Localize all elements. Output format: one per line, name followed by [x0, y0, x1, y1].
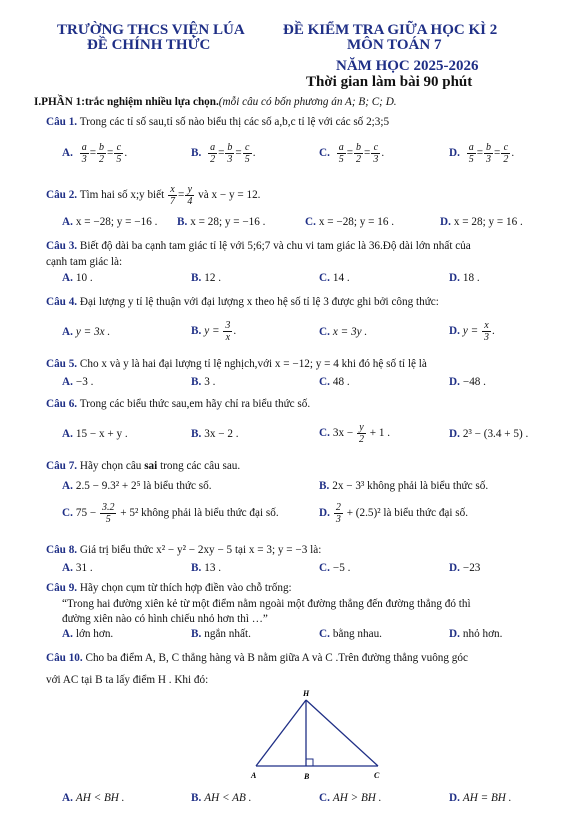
numerator: c [371, 142, 380, 154]
q7-option-a[interactable]: A. 2.5 − 9.3² + 2⁵ là biểu thức số. [62, 480, 212, 492]
denominator: 5 [244, 154, 250, 165]
option-text: nhỏ hơn. [462, 628, 503, 640]
denominator: 3 [484, 332, 489, 343]
q7-option-b[interactable]: B. 2x − 3³ không phải là biểu thức số. [319, 480, 489, 492]
q9-option-a[interactable]: A. lớn hơn. [62, 628, 114, 640]
q6-option-c[interactable]: C. 3x − $\frac{y}{2}$ + 1 . [319, 422, 391, 445]
option-text: x = 28; y = −16 . [190, 216, 266, 228]
question-1 [46, 116, 389, 128]
fraction [357, 422, 366, 445]
fraction [185, 184, 194, 207]
q8-option-b[interactable]: B. 13 . [191, 562, 222, 574]
q9-option-d[interactable]: D. nhỏ hơn. [449, 628, 503, 640]
q1-option-b[interactable]: B. $\frac{a}{2}$ = $\frac{b}{3}$ = $\frac{c}{5}$ . [191, 142, 256, 165]
q8-option-d[interactable]: D. −23 [449, 562, 481, 574]
numerator: a [468, 142, 474, 153]
option-text: bằng nhau. [332, 628, 382, 640]
option-text: 10 . [75, 272, 93, 284]
q8-option-a[interactable]: A. 31 . [62, 562, 93, 574]
question-label: Câu 6. [46, 398, 78, 410]
question-text: Hãy chọn câu [79, 460, 142, 472]
fraction [208, 142, 217, 165]
option-text: 48 . [332, 376, 350, 388]
numerator: c [501, 142, 510, 154]
q2-option-b[interactable]: B. x = 28; y = −16 . [177, 216, 266, 228]
q5-option-b[interactable]: B. 3 . [191, 376, 216, 388]
question-2: Câu 2. Tìm hai số x;y biết $\frac{x}{7}$ = $\frac{y}{4}$ và x − y = 12. [46, 184, 261, 207]
denominator: 7 [170, 196, 176, 207]
option-key: B. [191, 147, 202, 160]
right-angle-mark [306, 759, 313, 766]
q2-option-a[interactable]: A. x = −28; y = −16 . [62, 216, 158, 228]
point-a-label: A [251, 771, 257, 780]
denominator: 3 [81, 154, 87, 165]
q3-option-b[interactable]: B. 12 . [191, 272, 222, 284]
numerator: a [338, 142, 344, 153]
q4-option-c[interactable]: C. x = 3y . [319, 326, 368, 338]
q7-option-d[interactable]: D. $\frac{2}{3}$ + (2.5)² là biểu thức đại số. [319, 502, 469, 525]
question-text: Tìm hai số x;y biết [79, 189, 165, 202]
q1-option-c[interactable]: C. $\frac{a}{5}$ = $\frac{b}{2}$ = $\frac{c}{3}$ . [319, 142, 385, 165]
question-label: Câu 7. [46, 460, 78, 472]
question-text: trong các câu sau. [160, 460, 241, 472]
question-label: Câu 1. [46, 116, 78, 128]
option-key: C. [319, 147, 330, 160]
option-text: 2³ − (3.4 + 5) . [462, 428, 529, 440]
q9-option-b[interactable]: B. ngắn nhất. [191, 628, 251, 640]
question-text-cont: cạnh tam giác là: [46, 256, 123, 268]
question-10 [46, 652, 468, 664]
q1-option-a[interactable]: A. $\frac{a}{3}$ = $\frac{b}{2}$ = $\frac{c}{5}$ . [62, 142, 128, 165]
segment-ah [256, 700, 306, 766]
question-label: Câu 2. [46, 189, 78, 202]
denominator: 3 [373, 154, 379, 165]
fraction [334, 502, 343, 525]
q4-option-a[interactable]: A. y = 3x . [62, 326, 111, 338]
fraction [243, 142, 252, 165]
question-text: Đại lượng y tỉ lệ thuận với đại lượng x theo hệ số tỉ lệ 3 được ghi bởi công thức: [79, 296, 439, 308]
option-text: + (2.5)² là biểu thức đại số. [346, 507, 469, 520]
fraction [100, 502, 117, 525]
school-name: TRƯỜNG THCS VIỆN LÚA [57, 22, 245, 38]
question-quote: “Trong hai đường xiên kẻ từ một điểm nằm ngoài một đường thẳng đến đường thẳng đó thì [62, 598, 471, 610]
option-text: −5 . [332, 562, 351, 574]
option-text: −48 . [462, 376, 486, 388]
official-label: ĐỀ CHÍNH THỨC [87, 37, 211, 53]
fraction [223, 320, 232, 343]
option-text: 13 . [204, 562, 222, 574]
q8-option-c[interactable]: C. −5 . [319, 562, 351, 574]
question-text: Hãy chọn cụm từ thích hợp điền vào chỗ trống: [79, 582, 292, 594]
option-text: y = 3x . [75, 326, 111, 338]
q5-option-c[interactable]: C. 48 . [319, 376, 350, 388]
question-text: Cho ba điểm A, B, C thẳng hàng và B nằm giữa A và C .Trên đường thẳng vuông góc [85, 652, 468, 664]
numerator: c [114, 142, 123, 154]
option-key: D. [449, 147, 460, 160]
option-text: 3x − 2 . [204, 428, 239, 440]
q9-option-c[interactable]: C. bằng nhau. [319, 628, 382, 640]
numerator: a [81, 142, 87, 153]
question-text-cont: với AC tại B ta lấy điểm H . Khi đó: [46, 674, 209, 686]
question-8 [46, 544, 321, 556]
fraction [168, 184, 177, 207]
question-text: Trong các tỉ số sau,tỉ số nào biểu thị các số a,b,c tỉ lệ với các số 2;3;5 [79, 116, 390, 128]
numerator: b [227, 142, 233, 153]
denominator: 2 [99, 154, 104, 165]
option-text: x = −28; y = 16 . [318, 216, 395, 228]
option-text: 31 . [75, 562, 93, 574]
option-text: lớn hơn. [75, 628, 114, 640]
fraction [337, 142, 346, 165]
denominator: 5 [116, 154, 122, 165]
part1-note: (mỗi câu có bốn phương án A; B; C; D. [218, 96, 397, 108]
segment-hc [306, 700, 378, 766]
question-label: Câu 4. [46, 296, 78, 308]
denominator: 3 [335, 514, 341, 525]
duration: Thời gian làm bài 90 phút [306, 74, 473, 90]
point-h-label: H [303, 689, 310, 698]
denominator: 5 [105, 514, 111, 525]
fraction [501, 142, 510, 165]
question-text: và x − y = 12. [198, 189, 261, 202]
question-label: Câu 8. [46, 544, 78, 556]
numerator: 2 [335, 502, 341, 513]
question-text: Cho x và y là hai đại lượng tỉ lệ nghịch,với x = −12; y = 4 khi đó hệ số tỉ lệ là [79, 358, 427, 370]
part1-title: I.PHẦN 1:trắc nghiệm nhiều lựa chọn. [34, 96, 219, 108]
q1-option-d[interactable]: D. $\frac{a}{5}$ = $\frac{b}{3}$ = $\frac{c}{2}$ . [449, 142, 515, 165]
fraction [484, 142, 493, 165]
question-text: Giá trị biểu thức x² − y² − 2xy − 5 tại x = 3; y = −3 là: [79, 544, 322, 556]
q10-option-a[interactable]: A. AH < BH . [62, 792, 125, 804]
exam-title: ĐỀ KIỂM TRA GIỮA HỌC KÌ 2 [283, 22, 498, 38]
q10-option-c[interactable]: C. AH > BH . [319, 792, 382, 804]
numerator: 3 [225, 320, 231, 331]
numerator: b [356, 142, 361, 153]
fraction [97, 142, 106, 165]
q4-option-b[interactable]: B. y = $\frac{3}{x}$ . [191, 320, 237, 343]
denominator: 2 [210, 154, 216, 165]
question-6 [46, 398, 310, 410]
denominator: 2 [356, 154, 361, 165]
question-text: Biết độ dài ba cạnh tam giác tỉ lệ với 5;6;7 và chu vi tam giác là 36.Độ dài lớn nhất của [79, 240, 471, 252]
fraction [354, 142, 363, 165]
q3-option-c[interactable]: C. 14 . [319, 272, 350, 284]
q2-option-c[interactable]: C. x = −28; y = 16 . [305, 216, 395, 228]
numerator: b [486, 142, 491, 153]
option-text: 12 . [204, 272, 222, 284]
question-9 [46, 582, 292, 594]
option-text: x = 3y . [332, 326, 368, 338]
option-text: + 1 . [369, 427, 391, 440]
question-4 [46, 296, 439, 308]
denominator: 2 [503, 154, 509, 165]
option-text: x = −28; y = −16 . [75, 216, 158, 228]
option-text: 15 − x + y . [75, 428, 128, 440]
option-text: ngắn nhất. [204, 628, 251, 640]
option-text: 18 . [462, 272, 480, 284]
fraction [467, 142, 476, 165]
option-text: + 5² không phải là biểu thức đại số. [120, 507, 279, 520]
question-text-bold: sai [144, 460, 158, 472]
triangle-figure [240, 686, 390, 786]
numerator: x [482, 320, 491, 332]
denominator: 3 [486, 154, 491, 165]
school-year: NĂM HỌC 2025-2026 [336, 58, 479, 74]
option-text: x = 28; y = 16 . [453, 216, 523, 228]
denominator: 5 [468, 154, 474, 165]
point-c-label: C [374, 771, 380, 780]
numerator: x [168, 184, 177, 196]
denominator: 5 [338, 154, 344, 165]
q6-option-b[interactable]: B. 3x − 2 . [191, 428, 239, 440]
fraction [371, 142, 380, 165]
option-text: 2.5 − 9.3² + 2⁵ là biểu thức số. [75, 480, 212, 492]
denominator: x [225, 332, 231, 343]
q2-option-d[interactable]: D. x = 28; y = 16 . [440, 216, 523, 228]
question-text: Trong các biểu thức sau,em hãy chỉ ra biểu thức số. [79, 398, 311, 410]
denominator: 2 [358, 434, 364, 445]
option-text: 2x − 3³ không phải là biểu thức số. [332, 480, 489, 492]
q10-option-d[interactable]: D. AH = BH . [449, 792, 512, 804]
q6-option-a[interactable]: A. 15 − x + y . [62, 428, 128, 440]
option-text: 3 . [204, 376, 216, 388]
fraction [225, 142, 234, 165]
q4-option-d[interactable]: D. y = $\frac{x}{3}$ . [449, 320, 495, 343]
option-text: −23 [462, 562, 481, 574]
option-text: 14 . [332, 272, 350, 284]
q6-option-d[interactable]: D. 2³ − (3.4 + 5) . [449, 428, 529, 440]
fraction [114, 142, 123, 165]
question-label: Câu 5. [46, 358, 78, 370]
numerator: 3.2 [101, 502, 115, 513]
option-text: AH < BH . [75, 792, 125, 804]
option-key: A. [62, 147, 73, 160]
option-text: AH < AB . [204, 792, 252, 804]
question-quote: đường xiên nào có hình chiếu nhỏ hơn thì …” [62, 613, 268, 625]
q7-option-c[interactable]: C. 75 − $\frac{3.2}{5}$ + 5² không phải là biểu thức đại số. [62, 502, 279, 525]
question-label: Câu 9. [46, 582, 78, 594]
q3-option-a[interactable]: A. 10 . [62, 272, 93, 284]
option-text: y = [462, 325, 479, 338]
numerator: b [99, 142, 104, 153]
numerator: y [185, 184, 194, 196]
option-text: AH = BH . [462, 792, 512, 804]
numerator: c [243, 142, 252, 154]
option-text: 3x − [332, 427, 354, 440]
fraction [482, 320, 491, 343]
option-text: AH > BH . [332, 792, 382, 804]
denominator: 3 [227, 154, 233, 165]
subject-label: MÔN TOÁN 7 [347, 37, 442, 53]
point-b-label: B [304, 772, 310, 781]
fraction [80, 142, 89, 165]
question-5 [46, 358, 427, 370]
part1-heading [34, 96, 397, 108]
option-text: −3 . [75, 376, 94, 388]
question-3 [46, 240, 471, 252]
numerator: y [357, 422, 366, 434]
question-7 [46, 460, 240, 472]
q10-option-b[interactable]: B. AH < AB . [191, 792, 252, 804]
q5-option-a[interactable]: A. −3 . [62, 376, 94, 388]
q3-option-d[interactable]: D. 18 . [449, 272, 480, 284]
denominator: 4 [187, 196, 193, 207]
question-label: Câu 10. [46, 652, 83, 664]
option-text: 75 − [75, 507, 97, 520]
numerator: a [210, 142, 216, 153]
question-label: Câu 3. [46, 240, 78, 252]
option-text: y = [204, 325, 220, 338]
q5-option-d[interactable]: D. −48 . [449, 376, 486, 388]
